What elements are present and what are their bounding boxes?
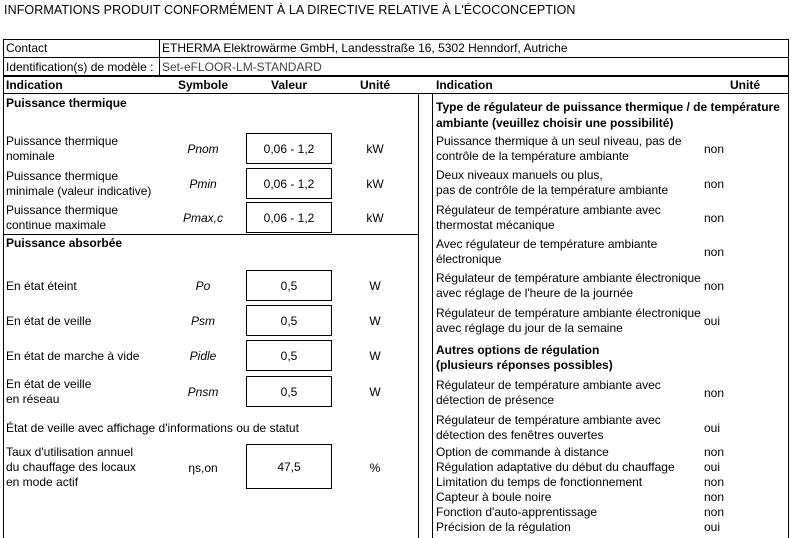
- value-box-eta: [246, 444, 332, 489]
- symbol-pnsm: Pnsm: [187, 385, 219, 399]
- control-row-week-timer-value: oui: [704, 314, 721, 328]
- other-options-heading: [436, 343, 613, 373]
- symbol-pidle: Pidle: [189, 349, 217, 363]
- control-row-day-timer: [436, 271, 701, 301]
- other-options-heading-line1: Autres options de régulation: [436, 343, 600, 357]
- unit-po: W: [369, 279, 381, 293]
- control-row-line1: Régulateur de température ambiante avec: [436, 203, 661, 217]
- power-row-label-line1: En état de veille: [6, 377, 92, 391]
- option-black-bulb-label: Capteur à boule noire: [436, 490, 552, 504]
- control-row-line2: contrôle de la température ambiante: [436, 149, 629, 163]
- power-row-off-label: En état éteint: [6, 279, 77, 293]
- control-row-single-stage: [436, 134, 682, 164]
- value-pmaxc: 0,06 - 1,2: [263, 210, 315, 225]
- row-divider: [3, 57, 789, 58]
- contact-label: Contact: [6, 41, 48, 55]
- heat-row-max-label: [6, 203, 118, 233]
- symbol-po: Po: [195, 279, 211, 293]
- option-remote-value: non: [704, 445, 725, 459]
- control-row-line1: Régulateur de température ambiante électronique: [436, 306, 701, 320]
- symbol-eta-s-on: ηs,on: [188, 461, 218, 475]
- power-row-idle-label: En état de marche à vide: [6, 349, 140, 363]
- power-consumption-section-title: Puissance absorbée: [6, 236, 123, 250]
- heat-section-bottom: [3, 234, 419, 235]
- control-row-line2: électronique: [436, 252, 502, 266]
- control-row-line2: thermostat mécanique: [436, 218, 555, 232]
- right-header-indication: Indication: [436, 78, 493, 92]
- heat-row-label-line2: minimale (valeur indicative): [6, 184, 152, 198]
- symbol-psm: Psm: [191, 314, 215, 328]
- control-row-mechanical-value: non: [704, 211, 725, 225]
- value-box-po: [246, 270, 332, 301]
- efficiency-label-line1: Taux d'utilisation annuel: [6, 445, 134, 459]
- value-pmin: 0,06 - 1,2: [263, 176, 315, 191]
- control-type-heading: [436, 99, 780, 131]
- left-header-indication: Indication: [6, 78, 63, 92]
- heat-row-label-line1: Puissance thermique: [6, 169, 119, 183]
- option-row-line2: détection des fenêtres ouvertes: [436, 428, 604, 442]
- control-type-heading-line1: Type de régulateur de puissance thermique / de température: [436, 100, 780, 114]
- table-left-border: [3, 76, 4, 538]
- option-row-presence-value: non: [704, 386, 725, 400]
- option-runtime-label: Limitation du temps de fonctionnement: [436, 475, 643, 489]
- control-row-line1: Avec régulateur de température ambiante: [436, 237, 658, 251]
- left-block-right-border: [418, 93, 419, 538]
- option-adaptive-label: Régulation adaptative du début du chauffage: [436, 460, 675, 474]
- other-options-heading-line2: (plusieurs réponses possibles): [436, 358, 613, 372]
- value-box-psm: [246, 305, 332, 336]
- column-divider: [159, 39, 160, 76]
- control-row-line2: pas de contrôle de la température ambiante: [436, 183, 669, 197]
- option-row-line2: détection de présence: [436, 393, 555, 407]
- option-precision-label: Précision de la régulation: [436, 520, 571, 534]
- control-row-line2: avec réglage de l'heure de la journée: [436, 286, 634, 300]
- heat-row-label-line1: Puissance thermique: [6, 134, 119, 148]
- power-row-label-line2: en réseau: [6, 392, 60, 406]
- symbol-pmaxc: Pmax,c: [182, 211, 223, 225]
- control-row-two-manual: [436, 168, 668, 198]
- value-pidle: 0,5: [280, 348, 298, 363]
- control-type-heading-line2: ambiante (veuillez choisir une possibilité): [436, 116, 674, 130]
- unit-pidle: W: [369, 349, 381, 363]
- option-row-window-value: oui: [704, 421, 721, 435]
- option-remote-label: Option de commande à distance: [436, 445, 609, 459]
- control-row-single-stage-value: non: [704, 142, 725, 156]
- value-psm: 0,5: [280, 313, 298, 328]
- option-row-window: [436, 413, 661, 443]
- control-row-week-timer: [436, 306, 701, 336]
- unit-eta: %: [369, 461, 381, 475]
- symbol-pmin: Pmin: [189, 177, 217, 191]
- efficiency-label-line3: en mode actif: [6, 475, 79, 489]
- control-row-line1: Régulateur de température ambiante électronique: [436, 271, 701, 285]
- option-runtime-value: non: [704, 475, 725, 489]
- value-box-pmin: [246, 168, 332, 199]
- table-right-border: [788, 76, 789, 538]
- right-block-left-border: [432, 93, 433, 538]
- control-row-electronic-value: non: [704, 245, 725, 259]
- option-row-line1: Régulateur de température ambiante avec: [436, 413, 661, 427]
- symbol-pnom: Pnom: [187, 142, 219, 156]
- heat-row-label-line2: nominale: [6, 149, 55, 163]
- heat-output-section-title: Puissance thermique: [6, 96, 127, 110]
- option-precision-value: oui: [704, 520, 721, 534]
- efficiency-label: [6, 445, 136, 490]
- power-row-network-standby-label: [6, 377, 91, 407]
- power-row-standby-label: En état de veille: [6, 314, 92, 328]
- header-bottom-line: [3, 93, 789, 94]
- right-header-unite: Unité: [730, 78, 760, 92]
- model-value: Set-eFLOOR-LM-STANDARD: [162, 60, 322, 74]
- contact-value: ETHERMA Elektrowärme GmbH, Landesstraße 16, 5302 Henndorf, Autriche: [162, 41, 568, 55]
- value-pnom: 0,06 - 1,2: [263, 141, 315, 156]
- option-self-learning-value: non: [704, 505, 725, 519]
- option-self-learning-label: Fonction d'auto-apprentissage: [436, 505, 598, 519]
- table-top-line: [3, 76, 789, 77]
- value-po: 0,5: [280, 278, 298, 293]
- unit-pnom: kW: [366, 142, 384, 156]
- model-label: Identification(s) de modèle :: [6, 60, 154, 74]
- unit-pmin: kW: [366, 177, 384, 191]
- left-header-symbole: Symbole: [178, 78, 229, 92]
- option-adaptive-value: oui: [704, 460, 721, 474]
- standby-display-label: État de veille avec affichage d'informations ou de statut: [6, 421, 299, 435]
- value-box-pmaxc: [246, 202, 332, 233]
- document-title: INFORMATIONS PRODUIT CONFORMÉMENT À LA DIRECTIVE RELATIVE À L'ÉCOCONCEPTION: [4, 3, 576, 17]
- heat-row-label-line2: continue maximale: [6, 218, 107, 232]
- value-pnsm: 0,5: [280, 384, 298, 399]
- control-row-mechanical: [436, 203, 661, 233]
- value-box-pnom: [246, 133, 332, 164]
- efficiency-label-line2: du chauffage des locaux: [6, 460, 136, 474]
- value-box-pidle: [246, 340, 332, 371]
- unit-pnsm: W: [369, 385, 381, 399]
- heat-row-label-line1: Puissance thermique: [6, 203, 119, 217]
- option-row-line1: Régulateur de température ambiante avec: [436, 378, 661, 392]
- value-box-pnsm: [246, 376, 332, 407]
- control-row-electronic: [436, 237, 657, 267]
- heat-row-min-label: [6, 169, 151, 199]
- control-row-line1: Puissance thermique à un seul niveau, pas de: [436, 134, 682, 148]
- unit-psm: W: [369, 314, 381, 328]
- control-row-two-manual-value: non: [704, 177, 725, 191]
- option-black-bulb-value: non: [704, 490, 725, 504]
- control-row-line1: Deux niveaux manuels ou plus,: [436, 168, 603, 182]
- heat-row-nominal-label: [6, 134, 118, 164]
- value-eta: 47,5: [277, 459, 301, 474]
- option-row-presence: [436, 378, 661, 408]
- control-row-line2: avec réglage du jour de la semaine: [436, 321, 623, 335]
- left-header-valeur: Valeur: [271, 78, 308, 92]
- left-header-unite: Unité: [360, 78, 390, 92]
- unit-pmaxc: kW: [366, 211, 384, 225]
- control-row-day-timer-value: non: [704, 279, 725, 293]
